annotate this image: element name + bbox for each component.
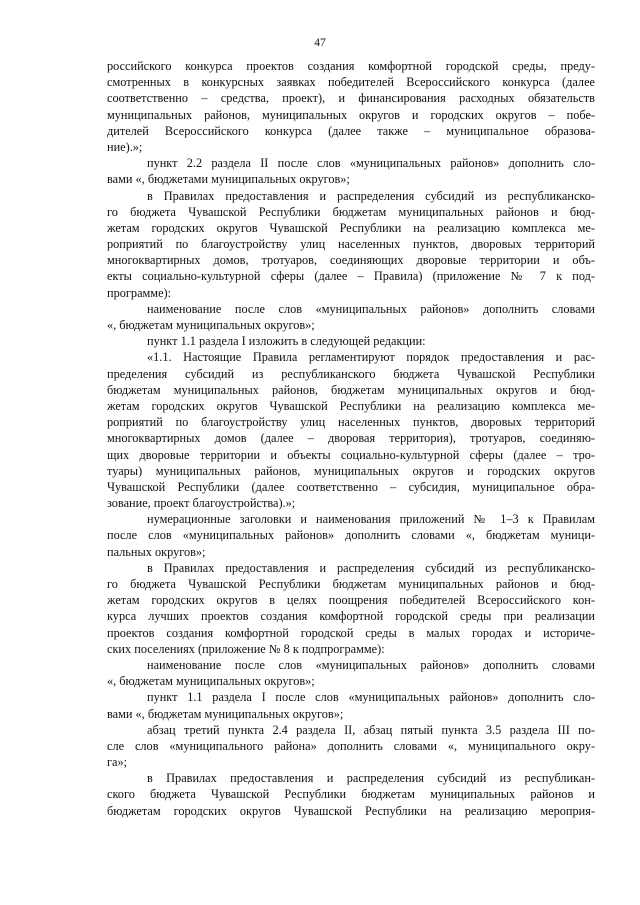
text-line: жетам городских округов Чувашской Республики на реализацию комплекса ме- [107, 398, 595, 413]
text-line: Чувашской Республики (далее соответственно – субсидия, муниципальное обра- [107, 479, 595, 494]
text-line: дителей Всероссийского конкурса (далее также – муниципальное образова- [107, 123, 595, 138]
text-line: щих дворовые территории и объекты социально-культурной сферы (далее – тро- [107, 447, 595, 462]
text-line: го бюджета Чувашской Республики бюджетам муниципальных районов и бюд- [107, 577, 595, 591]
text-line: наименование после слов «муниципальных районов» дополнить словами [147, 657, 595, 672]
text-line: наименование после слов «муниципальных районов» дополнить словами [147, 301, 595, 316]
text-line: в Правилах предоставления и распределения субсидий из республиканско- [147, 560, 595, 575]
text-line: ского бюджета Чувашской Республики бюджетам муниципальных районов и [107, 787, 595, 802]
text-line: «, бюджетам муниципальных округов»; [107, 318, 315, 332]
text-line: роприятий по благоустройству улиц населенных пунктов, дворовых территорий [107, 237, 595, 252]
text-line: го бюджета Чувашской Республики бюджетам муниципальных районов и бюд- [107, 204, 595, 219]
text-line: екты социально-культурной сферы (далее – Правила) (приложение № 7 к под- [107, 269, 595, 284]
text-line: ских поселениях (приложение № 8 к подпрограмме): [107, 641, 385, 656]
text-line: ние).»; [107, 139, 143, 154]
text-line: в Правилах предоставления и распределения субсидий из республиканско- [147, 188, 595, 203]
text-line: проектов создания комфортной городской среды в малых городах и историче- [107, 625, 595, 640]
text-line: зование, проект благоустройства).»; [107, 496, 296, 511]
text-line: многоквартирных домов, тротуаров, соединяющих дворовые территории и объ- [107, 253, 595, 268]
text-line: после слов «муниципальных районов» дополнить словами «, бюджетам муници- [107, 528, 595, 543]
text-line: вами «, бюджетами муниципальных округов»; [107, 172, 350, 187]
text-line: смотренных в конкурсных заявках победителей Всероссийского конкурса (далее [107, 75, 595, 90]
text-line: пункт 2.2 раздела II после слов «муниципальных районов» дополнить сло- [147, 156, 595, 171]
text-line: пределения субсидий из республиканского бюджета Чувашской Республики [107, 366, 595, 381]
text-line: нумерационные заголовки и наименования приложений № 1–3 к Правилам [147, 512, 595, 527]
text-line: муниципальных районов, муниципальных округов и городских округов – побе- [107, 107, 595, 122]
text-line: га»; [107, 755, 128, 770]
text-line: «, бюджетам муниципальных округов»; [107, 674, 315, 689]
text-line: соответственно – средства, проект), и финансирования расходных обязательств [107, 91, 595, 106]
text-line: жетам городских округов Чувашской Республики на реализацию комплекса ме- [107, 220, 595, 235]
text-line: бюджетам городских округов Чувашской Республики на реализацию мероприя- [107, 803, 595, 818]
text-line: российского конкурса проектов создания комфортной городской среды, преду- [107, 59, 595, 73]
text-line: абзац третий пункта 2.4 раздела II, абзац пятый пункта 3.5 раздела III по- [147, 722, 595, 737]
page-number: 47 [314, 37, 326, 49]
text-line: многоквартирных домов (далее – дворовая территория), тротуаров, соединяю- [107, 431, 595, 446]
text-line: курса лучших проектов создания комфортной городской среды при реализации [107, 609, 595, 624]
text-line: «1.1. Настоящие Правила регламентируют порядок предоставления и рас- [147, 350, 595, 365]
text-line: туары) муниципальных районов, муниципальных округов и городских округов [107, 463, 595, 478]
text-line: пункт 1.1 раздела I изложить в следующей редакции: [147, 334, 426, 349]
text-line: в Правилах предоставления и распределения субсидий из республикан- [147, 771, 595, 786]
text-line: пункт 1.1 раздела I после слов «муниципальных районов» дополнить сло- [147, 690, 595, 705]
text-line: роприятий по благоустройству улиц населенных пунктов, дворовых территорий [107, 415, 595, 430]
text-line: жетам городских округов в целях поощрения победителей Всероссийского кон- [107, 593, 595, 608]
document-body [107, 58, 595, 819]
text-line: пальных округов»; [107, 544, 206, 559]
text-line: программе): [107, 285, 172, 300]
text-line: вами «, бюджетам муниципальных округов»; [107, 706, 344, 721]
text-line: сле слов «муниципального района» дополнить словами «, муниципального окру- [107, 738, 595, 753]
text-line: бюджетам муниципальных районов, бюджетам муниципальных округов и бюд- [107, 382, 595, 397]
